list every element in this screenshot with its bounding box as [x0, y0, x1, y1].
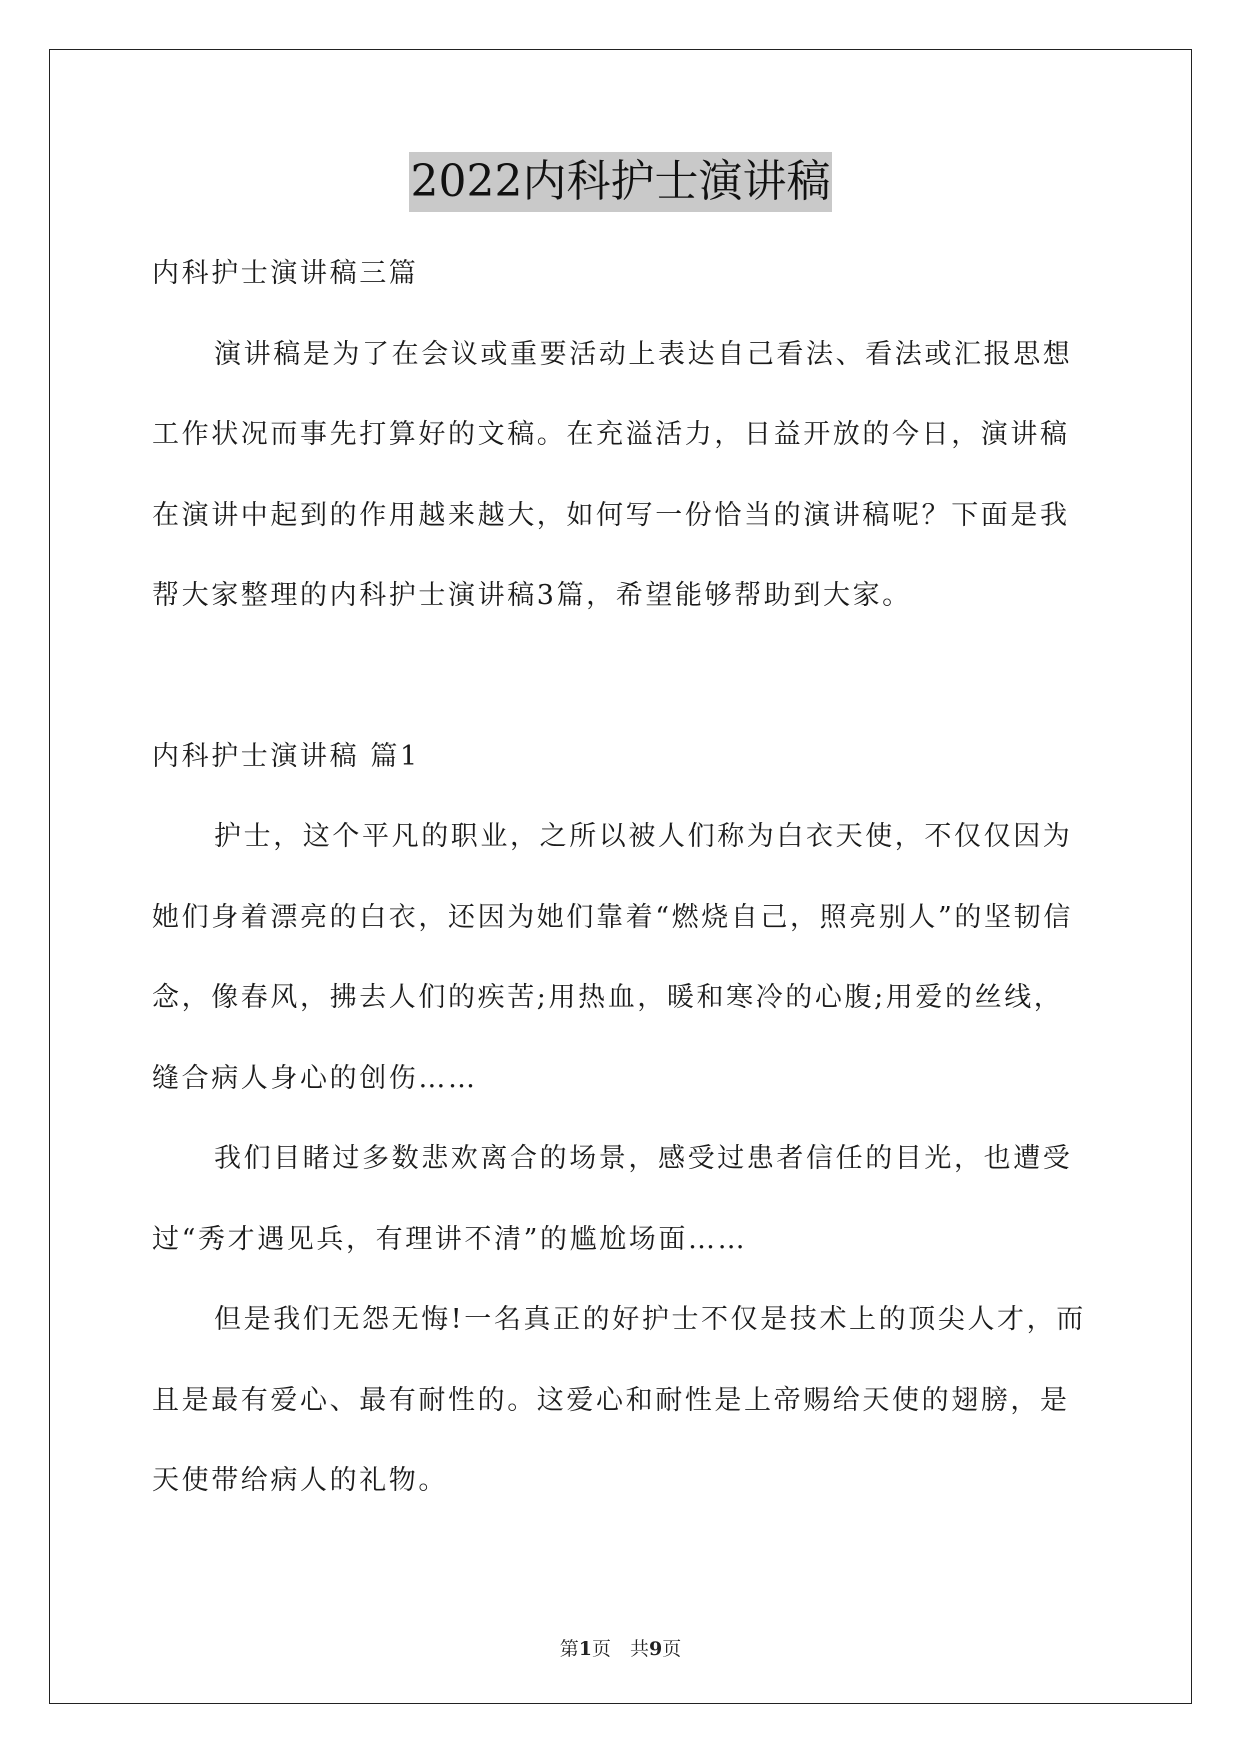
intro-paragraph: 演讲稿是为了在会议或重要活动上表达自己看法、看法或汇报思想工作状况而事先打算好的文稿。在充溢活力，日益开放的今日，演讲稿在演讲中起到的作用越来越大，如何写一份恰当的演讲稿呢？下面是我帮大家整理的内科护士演讲稿3篇，希望能够帮助到大家。 [152, 338, 1073, 611]
page-prefix: 第 [559, 1638, 579, 1660]
page-mid: 页 共 [591, 1638, 649, 1660]
title-wrap [0, 152, 1241, 212]
page-footer [0, 1634, 1241, 1661]
body-paragraph: 但是我们无怨无悔!一名真正的好护士不仅是技术上的顶尖人才，而且是最有爱心、最有耐性的。这爱心和耐性是上帝赐给天使的翅膀，是天使带给病人的礼物。 [152, 1304, 1086, 1496]
body-paragraph: 我们目睹过多数悲欢离合的场景，感受过患者信任的目光，也遭受过“秀才遇见兵，有理讲不清”的尴尬场面…… [152, 1143, 1073, 1255]
page-total: 9 [649, 1638, 663, 1660]
spacer [152, 637, 1092, 717]
document-title: 2022内科护士演讲稿 [409, 152, 833, 212]
section-heading: 内科护士演讲稿 篇1 [152, 740, 420, 772]
document-body [152, 234, 1092, 1522]
page-suffix: 页 [662, 1638, 682, 1660]
page-current: 1 [578, 1638, 592, 1660]
body-paragraph: 护士，这个平凡的职业，之所以被人们称为白衣天使，不仅仅因为她们身着漂亮的白衣，还因为她们靠着“燃烧自己，照亮别人”的坚韧信念，像春风，拂去人们的疾苦;用热血，暖和寒冷的心腹;用爱的丝线，缝合病人身心的创伤…… [152, 821, 1073, 1094]
subtitle: 内科护士演讲稿三篇 [152, 258, 419, 289]
